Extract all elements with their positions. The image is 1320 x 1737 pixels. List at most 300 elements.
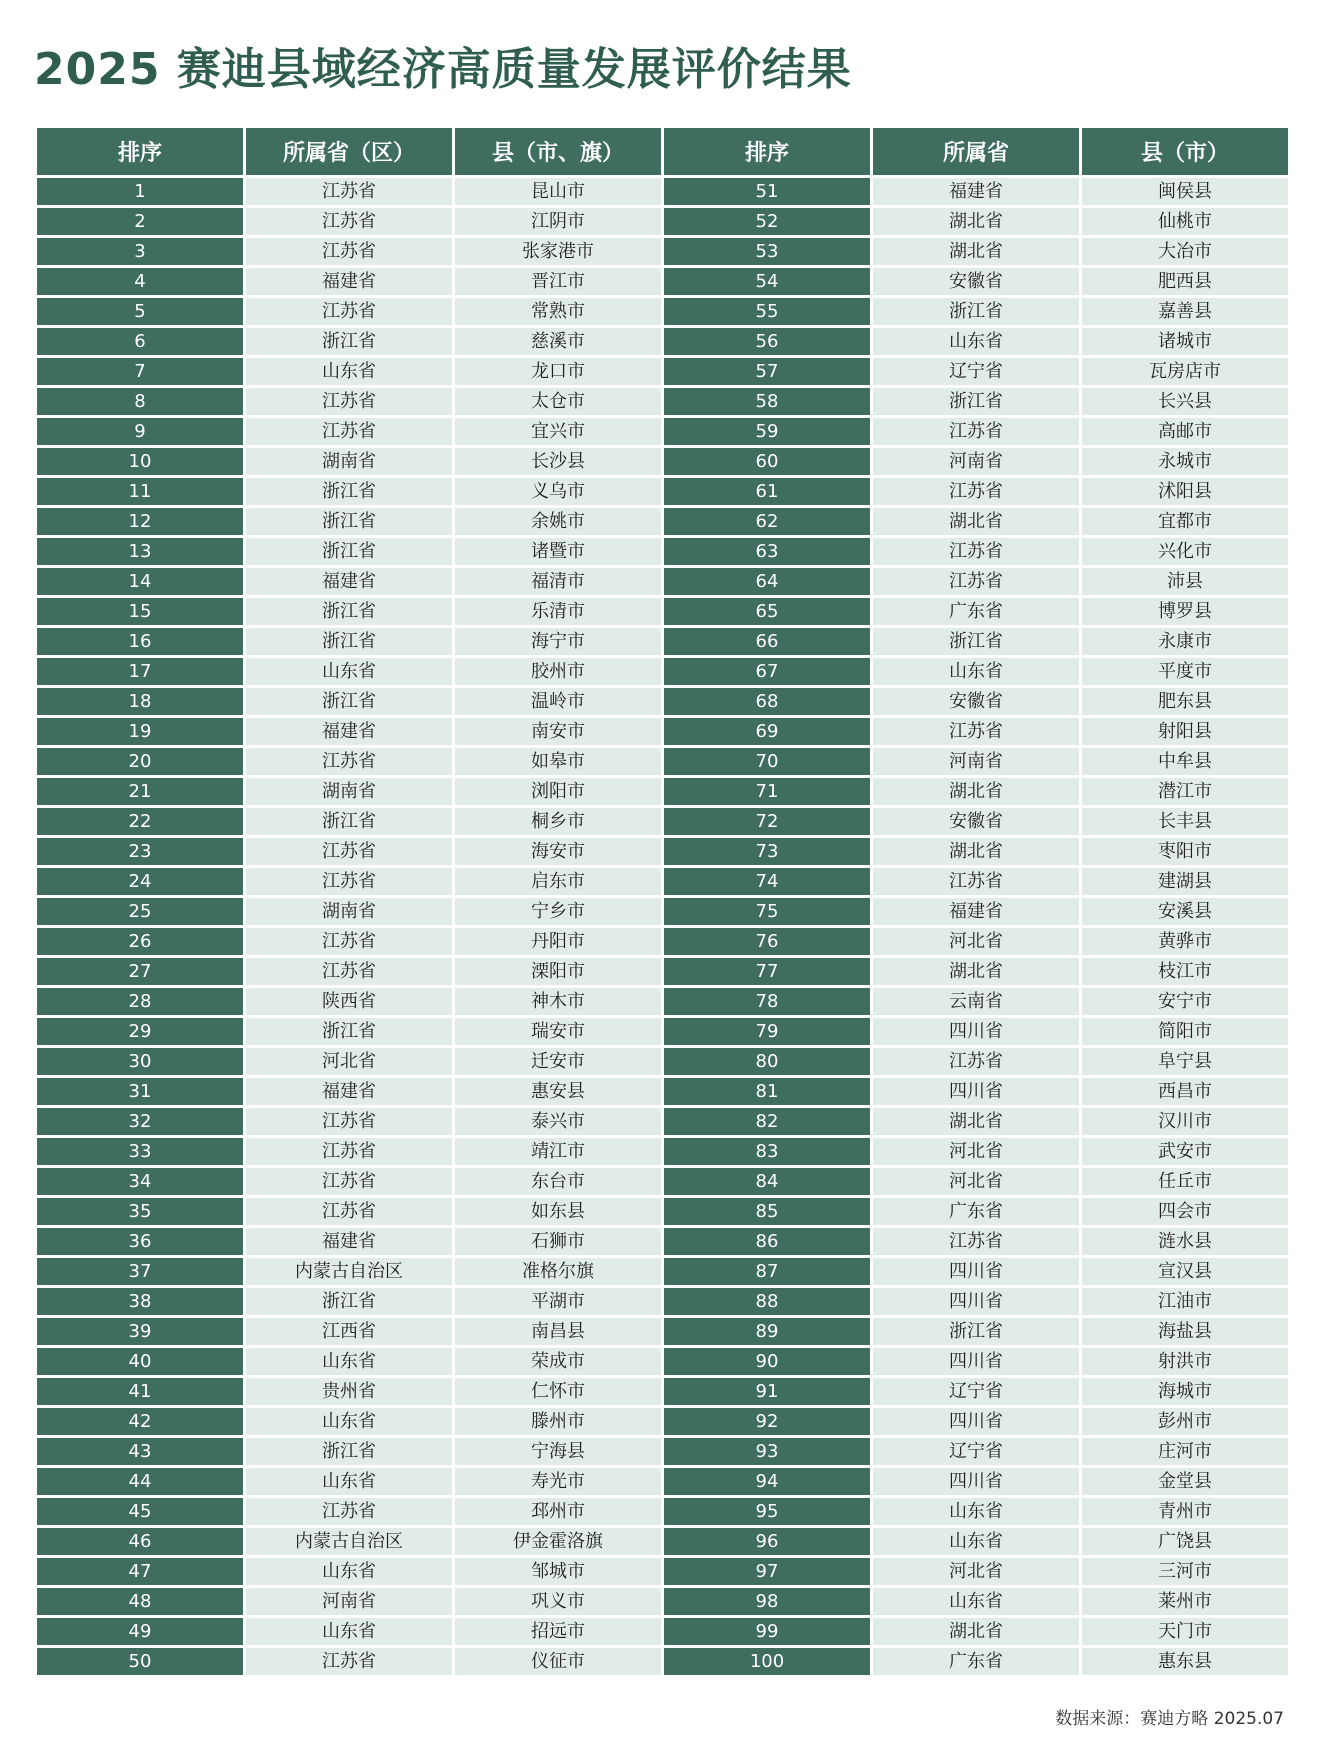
- table-row: [37, 208, 1288, 235]
- left-county-cell: 迁安市: [455, 1048, 661, 1075]
- header-row: [37, 128, 1288, 175]
- right-county-cell: 宣汉县: [1082, 1258, 1288, 1285]
- left-province-cell: 江苏省: [246, 838, 452, 865]
- left-rank-cell: 2: [37, 208, 243, 235]
- right-rank-cell: 82: [664, 1108, 870, 1135]
- left-province-cell: 福建省: [246, 1078, 452, 1105]
- left-rank-cell: 26: [37, 928, 243, 955]
- table-row: [37, 1198, 1288, 1225]
- table-row: [37, 1348, 1288, 1375]
- left-county-cell: 仪征市: [455, 1648, 661, 1675]
- left-county-cell: 如皋市: [455, 748, 661, 775]
- page-title: 2025 赛迪县域经济高质量发展评价结果: [34, 44, 852, 95]
- left-county-cell: 海宁市: [455, 628, 661, 655]
- right-rank-cell: 68: [664, 688, 870, 715]
- left-province-cell: 浙江省: [246, 808, 452, 835]
- right-rank-cell: 79: [664, 1018, 870, 1045]
- left-rank-cell: 33: [37, 1138, 243, 1165]
- left-rank-cell: 19: [37, 718, 243, 745]
- left-province-cell: 河南省: [246, 1588, 452, 1615]
- left-rank-cell: 28: [37, 988, 243, 1015]
- right-rank-cell: 96: [664, 1528, 870, 1555]
- table-row: [37, 868, 1288, 895]
- right-province-cell: 湖北省: [873, 208, 1079, 235]
- table-row: [37, 658, 1288, 685]
- table-row: [37, 1438, 1288, 1465]
- right-rank-cell: 75: [664, 898, 870, 925]
- left-province-cell: 山东省: [246, 1618, 452, 1645]
- right-province-cell: 四川省: [873, 1078, 1079, 1105]
- left-province-cell: 贵州省: [246, 1378, 452, 1405]
- table-row: [37, 988, 1288, 1015]
- right-rank-cell: 86: [664, 1228, 870, 1255]
- right-rank-cell: 55: [664, 298, 870, 325]
- right-county-cell: 沭阳县: [1082, 478, 1288, 505]
- right-province-cell: 广东省: [873, 1198, 1079, 1225]
- right-county-cell: 永康市: [1082, 628, 1288, 655]
- header-right-rank: 排序: [664, 128, 870, 175]
- right-province-cell: 福建省: [873, 178, 1079, 205]
- right-province-cell: 四川省: [873, 1258, 1079, 1285]
- right-province-cell: 湖北省: [873, 238, 1079, 265]
- left-county-cell: 浏阳市: [455, 778, 661, 805]
- left-rank-cell: 3: [37, 238, 243, 265]
- right-province-cell: 山东省: [873, 1498, 1079, 1525]
- right-rank-cell: 57: [664, 358, 870, 385]
- left-rank-cell: 29: [37, 1018, 243, 1045]
- right-county-cell: 建湖县: [1082, 868, 1288, 895]
- right-county-cell: 平度市: [1082, 658, 1288, 685]
- left-county-cell: 靖江市: [455, 1138, 661, 1165]
- left-rank-cell: 46: [37, 1528, 243, 1555]
- left-rank-cell: 6: [37, 328, 243, 355]
- left-rank-cell: 4: [37, 268, 243, 295]
- left-county-cell: 乐清市: [455, 598, 661, 625]
- left-county-cell: 南安市: [455, 718, 661, 745]
- right-rank-cell: 51: [664, 178, 870, 205]
- right-rank-cell: 76: [664, 928, 870, 955]
- left-province-cell: 江苏省: [246, 1168, 452, 1195]
- left-rank-cell: 38: [37, 1288, 243, 1315]
- left-rank-cell: 36: [37, 1228, 243, 1255]
- left-province-cell: 内蒙古自治区: [246, 1258, 452, 1285]
- right-province-cell: 山东省: [873, 328, 1079, 355]
- right-county-cell: 射阳县: [1082, 718, 1288, 745]
- left-province-cell: 福建省: [246, 268, 452, 295]
- right-county-cell: 安宁市: [1082, 988, 1288, 1015]
- table-row: [37, 568, 1288, 595]
- left-county-cell: 寿光市: [455, 1468, 661, 1495]
- left-rank-cell: 34: [37, 1168, 243, 1195]
- right-province-cell: 福建省: [873, 898, 1079, 925]
- table-row: [37, 1558, 1288, 1585]
- table-row: [37, 1288, 1288, 1315]
- right-county-cell: 广饶县: [1082, 1528, 1288, 1555]
- left-county-cell: 慈溪市: [455, 328, 661, 355]
- left-province-cell: 福建省: [246, 1228, 452, 1255]
- left-province-cell: 浙江省: [246, 508, 452, 535]
- header-left-province: 所属省（区）: [246, 128, 452, 175]
- left-province-cell: 浙江省: [246, 598, 452, 625]
- right-rank-cell: 61: [664, 478, 870, 505]
- left-county-cell: 常熟市: [455, 298, 661, 325]
- table-row: [37, 1498, 1288, 1525]
- right-province-cell: 江苏省: [873, 568, 1079, 595]
- left-province-cell: 江苏省: [246, 1198, 452, 1225]
- left-province-cell: 江苏省: [246, 1648, 452, 1675]
- table-row: [37, 778, 1288, 805]
- table-row: [37, 718, 1288, 745]
- table-row: [37, 238, 1288, 265]
- table-row: [37, 298, 1288, 325]
- right-province-cell: 河南省: [873, 448, 1079, 475]
- left-county-cell: 义乌市: [455, 478, 661, 505]
- right-rank-cell: 58: [664, 388, 870, 415]
- right-county-cell: 瓦房店市: [1082, 358, 1288, 385]
- table-row: [37, 328, 1288, 355]
- right-county-cell: 射洪市: [1082, 1348, 1288, 1375]
- right-rank-cell: 87: [664, 1258, 870, 1285]
- right-rank-cell: 74: [664, 868, 870, 895]
- left-county-cell: 溧阳市: [455, 958, 661, 985]
- right-county-cell: 闽侯县: [1082, 178, 1288, 205]
- right-rank-cell: 52: [664, 208, 870, 235]
- right-county-cell: 安溪县: [1082, 898, 1288, 925]
- right-county-cell: 长丰县: [1082, 808, 1288, 835]
- left-county-cell: 启东市: [455, 868, 661, 895]
- right-province-cell: 广东省: [873, 598, 1079, 625]
- right-rank-cell: 89: [664, 1318, 870, 1345]
- table-row: [37, 388, 1288, 415]
- right-rank-cell: 93: [664, 1438, 870, 1465]
- left-province-cell: 江苏省: [246, 418, 452, 445]
- right-county-cell: 长兴县: [1082, 388, 1288, 415]
- left-county-cell: 海安市: [455, 838, 661, 865]
- header-left-county: 县（市、旗）: [455, 128, 661, 175]
- right-rank-cell: 85: [664, 1198, 870, 1225]
- right-rank-cell: 70: [664, 748, 870, 775]
- right-county-cell: 肥西县: [1082, 268, 1288, 295]
- table-row: [37, 838, 1288, 865]
- left-province-cell: 江西省: [246, 1318, 452, 1345]
- right-county-cell: 嘉善县: [1082, 298, 1288, 325]
- table-row: [37, 1648, 1288, 1675]
- table-row: [37, 1528, 1288, 1555]
- right-rank-cell: 94: [664, 1468, 870, 1495]
- left-county-cell: 龙口市: [455, 358, 661, 385]
- left-province-cell: 内蒙古自治区: [246, 1528, 452, 1555]
- left-province-cell: 山东省: [246, 1348, 452, 1375]
- right-province-cell: 浙江省: [873, 628, 1079, 655]
- right-rank-cell: 77: [664, 958, 870, 985]
- right-county-cell: 三河市: [1082, 1558, 1288, 1585]
- right-rank-cell: 81: [664, 1078, 870, 1105]
- right-rank-cell: 62: [664, 508, 870, 535]
- left-rank-cell: 16: [37, 628, 243, 655]
- right-rank-cell: 80: [664, 1048, 870, 1075]
- left-rank-cell: 44: [37, 1468, 243, 1495]
- right-rank-cell: 95: [664, 1498, 870, 1525]
- right-county-cell: 莱州市: [1082, 1588, 1288, 1615]
- table-row: [37, 628, 1288, 655]
- left-province-cell: 浙江省: [246, 478, 452, 505]
- right-county-cell: 简阳市: [1082, 1018, 1288, 1045]
- right-county-cell: 阜宁县: [1082, 1048, 1288, 1075]
- ranking-table: [34, 125, 1291, 1678]
- right-province-cell: 江苏省: [873, 1048, 1079, 1075]
- left-county-cell: 泰兴市: [455, 1108, 661, 1135]
- left-rank-cell: 7: [37, 358, 243, 385]
- right-province-cell: 河北省: [873, 1138, 1079, 1165]
- right-province-cell: 安徽省: [873, 268, 1079, 295]
- left-county-cell: 如东县: [455, 1198, 661, 1225]
- left-rank-cell: 21: [37, 778, 243, 805]
- left-province-cell: 江苏省: [246, 238, 452, 265]
- left-province-cell: 福建省: [246, 568, 452, 595]
- table-row: [37, 1408, 1288, 1435]
- left-province-cell: 湖南省: [246, 778, 452, 805]
- right-rank-cell: 63: [664, 538, 870, 565]
- left-county-cell: 平湖市: [455, 1288, 661, 1315]
- right-county-cell: 西昌市: [1082, 1078, 1288, 1105]
- right-province-cell: 河北省: [873, 928, 1079, 955]
- left-county-cell: 宜兴市: [455, 418, 661, 445]
- left-province-cell: 山东省: [246, 1468, 452, 1495]
- right-rank-cell: 66: [664, 628, 870, 655]
- table-row: [37, 748, 1288, 775]
- left-rank-cell: 13: [37, 538, 243, 565]
- left-province-cell: 浙江省: [246, 328, 452, 355]
- right-county-cell: 大冶市: [1082, 238, 1288, 265]
- left-county-cell: 邳州市: [455, 1498, 661, 1525]
- right-county-cell: 枣阳市: [1082, 838, 1288, 865]
- left-province-cell: 江苏省: [246, 208, 452, 235]
- right-province-cell: 浙江省: [873, 298, 1079, 325]
- table-row: [37, 538, 1288, 565]
- table-row: [37, 1258, 1288, 1285]
- left-rank-cell: 31: [37, 1078, 243, 1105]
- right-province-cell: 辽宁省: [873, 358, 1079, 385]
- right-province-cell: 山东省: [873, 658, 1079, 685]
- right-rank-cell: 59: [664, 418, 870, 445]
- right-province-cell: 江苏省: [873, 478, 1079, 505]
- right-county-cell: 潜江市: [1082, 778, 1288, 805]
- right-province-cell: 湖北省: [873, 838, 1079, 865]
- left-province-cell: 山东省: [246, 1408, 452, 1435]
- right-rank-cell: 67: [664, 658, 870, 685]
- left-rank-cell: 25: [37, 898, 243, 925]
- right-county-cell: 彭州市: [1082, 1408, 1288, 1435]
- right-province-cell: 四川省: [873, 1348, 1079, 1375]
- right-province-cell: 安徽省: [873, 688, 1079, 715]
- right-county-cell: 四会市: [1082, 1198, 1288, 1225]
- left-county-cell: 招远市: [455, 1618, 661, 1645]
- table-row: [37, 358, 1288, 385]
- table-row: [37, 1378, 1288, 1405]
- table-body: [37, 178, 1288, 1675]
- left-rank-cell: 1: [37, 178, 243, 205]
- table-row: [37, 808, 1288, 835]
- right-province-cell: 四川省: [873, 1288, 1079, 1315]
- left-county-cell: 诸暨市: [455, 538, 661, 565]
- left-county-cell: 太仓市: [455, 388, 661, 415]
- left-province-cell: 浙江省: [246, 628, 452, 655]
- right-province-cell: 山东省: [873, 1528, 1079, 1555]
- right-province-cell: 河北省: [873, 1168, 1079, 1195]
- left-rank-cell: 39: [37, 1318, 243, 1345]
- left-rank-cell: 9: [37, 418, 243, 445]
- left-rank-cell: 42: [37, 1408, 243, 1435]
- table-row: [37, 268, 1288, 295]
- left-rank-cell: 11: [37, 478, 243, 505]
- right-rank-cell: 84: [664, 1168, 870, 1195]
- right-province-cell: 湖北省: [873, 778, 1079, 805]
- table-row: [37, 1318, 1288, 1345]
- left-rank-cell: 23: [37, 838, 243, 865]
- table-row: [37, 688, 1288, 715]
- right-province-cell: 江苏省: [873, 868, 1079, 895]
- right-county-cell: 黄骅市: [1082, 928, 1288, 955]
- table-row: [37, 178, 1288, 205]
- right-rank-cell: 56: [664, 328, 870, 355]
- right-county-cell: 武安市: [1082, 1138, 1288, 1165]
- right-rank-cell: 88: [664, 1288, 870, 1315]
- left-county-cell: 南昌县: [455, 1318, 661, 1345]
- left-rank-cell: 30: [37, 1048, 243, 1075]
- table-row: [37, 1468, 1288, 1495]
- left-county-cell: 昆山市: [455, 178, 661, 205]
- left-rank-cell: 45: [37, 1498, 243, 1525]
- left-province-cell: 江苏省: [246, 178, 452, 205]
- left-rank-cell: 12: [37, 508, 243, 535]
- left-province-cell: 山东省: [246, 358, 452, 385]
- right-county-cell: 汉川市: [1082, 1108, 1288, 1135]
- right-province-cell: 辽宁省: [873, 1438, 1079, 1465]
- right-county-cell: 永城市: [1082, 448, 1288, 475]
- left-county-cell: 江阴市: [455, 208, 661, 235]
- left-county-cell: 邹城市: [455, 1558, 661, 1585]
- left-county-cell: 仁怀市: [455, 1378, 661, 1405]
- right-province-cell: 江苏省: [873, 418, 1079, 445]
- header-right-county: 县（市）: [1082, 128, 1288, 175]
- right-county-cell: 海盐县: [1082, 1318, 1288, 1345]
- left-province-cell: 江苏省: [246, 1138, 452, 1165]
- left-rank-cell: 48: [37, 1588, 243, 1615]
- right-rank-cell: 54: [664, 268, 870, 295]
- right-county-cell: 庄河市: [1082, 1438, 1288, 1465]
- right-rank-cell: 69: [664, 718, 870, 745]
- left-rank-cell: 35: [37, 1198, 243, 1225]
- right-rank-cell: 90: [664, 1348, 870, 1375]
- right-county-cell: 青州市: [1082, 1498, 1288, 1525]
- right-county-cell: 兴化市: [1082, 538, 1288, 565]
- left-county-cell: 石狮市: [455, 1228, 661, 1255]
- right-province-cell: 辽宁省: [873, 1378, 1079, 1405]
- left-county-cell: 滕州市: [455, 1408, 661, 1435]
- table-row: [37, 1018, 1288, 1045]
- left-province-cell: 湖南省: [246, 898, 452, 925]
- right-province-cell: 江苏省: [873, 718, 1079, 745]
- left-county-cell: 桐乡市: [455, 808, 661, 835]
- table-row: [37, 478, 1288, 505]
- left-province-cell: 浙江省: [246, 1018, 452, 1045]
- left-county-cell: 惠安县: [455, 1078, 661, 1105]
- right-county-cell: 中牟县: [1082, 748, 1288, 775]
- left-rank-cell: 47: [37, 1558, 243, 1585]
- left-province-cell: 江苏省: [246, 1498, 452, 1525]
- left-province-cell: 山东省: [246, 658, 452, 685]
- left-province-cell: 江苏省: [246, 868, 452, 895]
- right-province-cell: 江苏省: [873, 538, 1079, 565]
- left-county-cell: 瑞安市: [455, 1018, 661, 1045]
- right-rank-cell: 53: [664, 238, 870, 265]
- left-province-cell: 江苏省: [246, 958, 452, 985]
- left-county-cell: 胶州市: [455, 658, 661, 685]
- right-rank-cell: 91: [664, 1378, 870, 1405]
- table-row: [37, 418, 1288, 445]
- left-rank-cell: 40: [37, 1348, 243, 1375]
- right-rank-cell: 60: [664, 448, 870, 475]
- header-right-province: 所属省: [873, 128, 1079, 175]
- left-county-cell: 巩义市: [455, 1588, 661, 1615]
- left-county-cell: 温岭市: [455, 688, 661, 715]
- table-row: [37, 1048, 1288, 1075]
- left-county-cell: 宁乡市: [455, 898, 661, 925]
- right-province-cell: 湖北省: [873, 1108, 1079, 1135]
- table-row: [37, 1228, 1288, 1255]
- left-county-cell: 晋江市: [455, 268, 661, 295]
- right-rank-cell: 97: [664, 1558, 870, 1585]
- left-province-cell: 福建省: [246, 718, 452, 745]
- right-province-cell: 山东省: [873, 1588, 1079, 1615]
- right-province-cell: 四川省: [873, 1468, 1079, 1495]
- left-province-cell: 江苏省: [246, 298, 452, 325]
- left-province-cell: 江苏省: [246, 928, 452, 955]
- left-rank-cell: 14: [37, 568, 243, 595]
- right-province-cell: 湖北省: [873, 958, 1079, 985]
- right-province-cell: 江苏省: [873, 1228, 1079, 1255]
- right-province-cell: 安徽省: [873, 808, 1079, 835]
- table-row: [37, 1168, 1288, 1195]
- left-county-cell: 丹阳市: [455, 928, 661, 955]
- left-county-cell: 荣成市: [455, 1348, 661, 1375]
- left-county-cell: 宁海县: [455, 1438, 661, 1465]
- right-rank-cell: 100: [664, 1648, 870, 1675]
- right-county-cell: 金堂县: [1082, 1468, 1288, 1495]
- right-province-cell: 浙江省: [873, 388, 1079, 415]
- left-province-cell: 河北省: [246, 1048, 452, 1075]
- table-row: [37, 1588, 1288, 1615]
- data-source-note: 数据来源：赛迪方略 2025.07: [1055, 1709, 1284, 1729]
- left-rank-cell: 37: [37, 1258, 243, 1285]
- left-rank-cell: 49: [37, 1618, 243, 1645]
- right-county-cell: 江油市: [1082, 1288, 1288, 1315]
- table-row: [37, 448, 1288, 475]
- right-county-cell: 仙桃市: [1082, 208, 1288, 235]
- left-province-cell: 浙江省: [246, 688, 452, 715]
- right-province-cell: 河北省: [873, 1558, 1079, 1585]
- left-rank-cell: 10: [37, 448, 243, 475]
- table-row: [37, 928, 1288, 955]
- left-county-cell: 福清市: [455, 568, 661, 595]
- right-county-cell: 海城市: [1082, 1378, 1288, 1405]
- right-province-cell: 湖北省: [873, 1618, 1079, 1645]
- right-county-cell: 高邮市: [1082, 418, 1288, 445]
- right-province-cell: 云南省: [873, 988, 1079, 1015]
- right-province-cell: 四川省: [873, 1018, 1079, 1045]
- left-rank-cell: 27: [37, 958, 243, 985]
- table-row: [37, 598, 1288, 625]
